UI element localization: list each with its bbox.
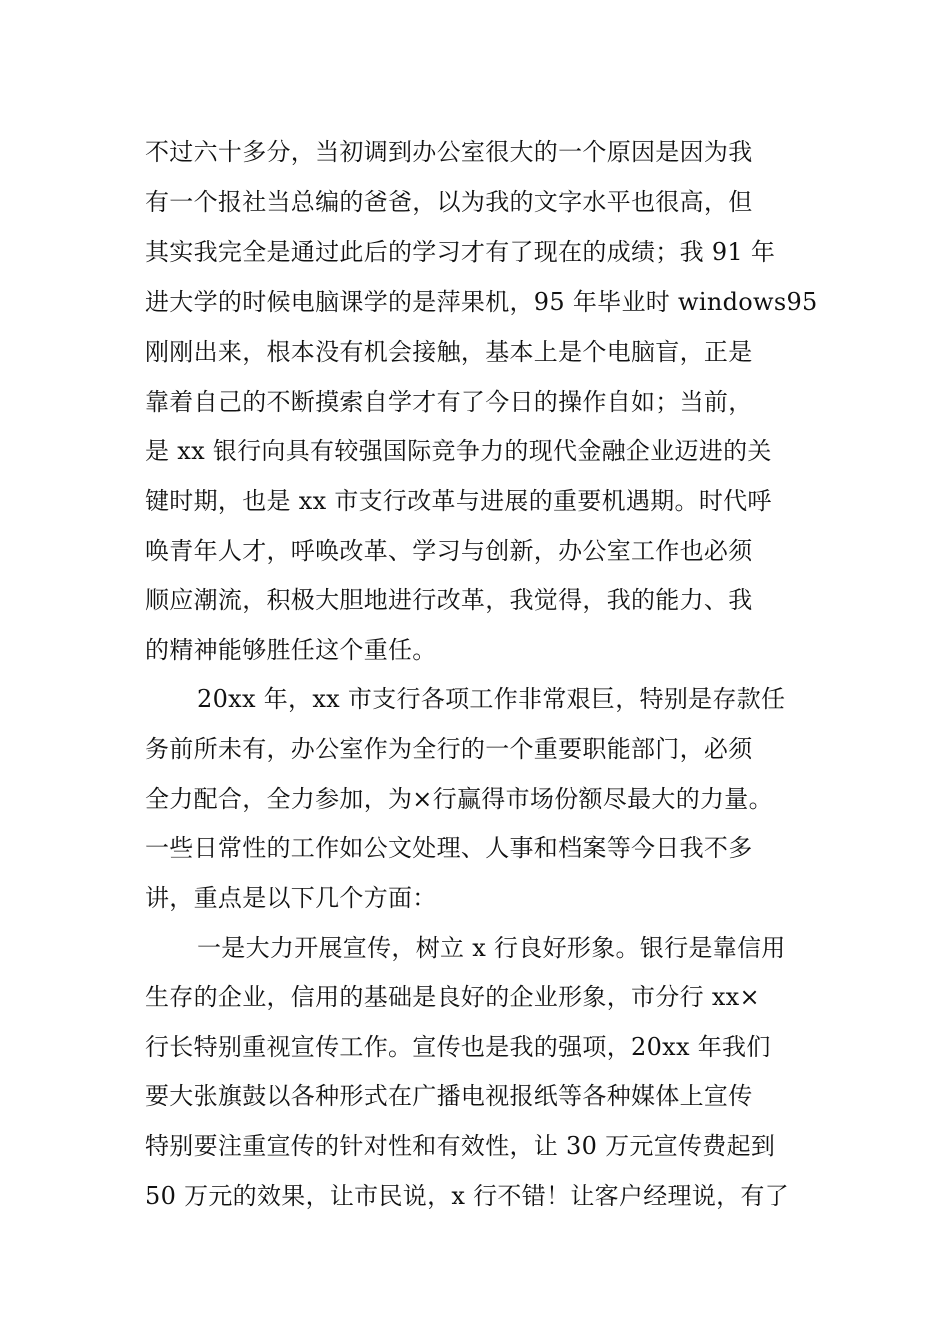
text-line-4: 进大学的时候电脑课学的是萍果机，95 年毕业时 windows95 — [145, 288, 818, 316]
text-line-11: 的精神能够胜任这个重任。 — [145, 636, 437, 664]
text-line-9: 唤青年人才，呼唤改革、学习与创新，办公室工作也必须 — [145, 537, 753, 565]
text-line-1: 不过六十多分，当初调到办公室很大的一个原因是因为我 — [145, 138, 753, 166]
text-line-3: 其实我完全是通过此后的学习才有了现在的成绩；我 91 年 — [145, 238, 776, 266]
text-line-5: 刚刚出来，根本没有机会接触，基本上是个电脑盲，正是 — [145, 338, 753, 366]
text-line-8: 键时期，也是 xx 市支行改革与进展的重要机遇期。时代呼 — [145, 487, 772, 515]
text-line-18: 生存的企业，信用的基础是良好的企业形象，市分行 xx× — [145, 983, 760, 1011]
text-line-13: 务前所未有，办公室作为全行的一个重要职能部门，必须 — [145, 735, 753, 763]
text-line-14: 全力配合，全力参加，为×行赢得市场份额尽最大的力量。 — [145, 785, 773, 813]
text-line-19: 行长特别重视宣传工作。宣传也是我的强项，20xx 年我们 — [145, 1033, 771, 1061]
text-line-15: 一些日常性的工作如公文处理、人事和档案等今日我不多 — [145, 834, 753, 862]
text-line-6: 靠着自己的不断摸索自学才有了今日的操作自如；当前， — [145, 388, 753, 416]
text-line-2: 有一个报社当总编的爸爸，以为我的文字水平也很高，但 — [145, 188, 753, 216]
text-line-7: 是 xx 银行向具有较强国际竞争力的现代金融企业迈进的关 — [145, 437, 772, 465]
text-line-22: 50 万元的效果，让市民说，x 行不错！让客户经理说，有了 — [145, 1182, 790, 1210]
text-line-16: 讲，重点是以下几个方面： — [145, 884, 437, 912]
text-line-20: 要大张旗鼓以各种形式在广播电视报纸等各种媒体上宣传 — [145, 1082, 753, 1110]
text-line-10: 顺应潮流，积极大胆地进行改革，我觉得，我的能力、我 — [145, 586, 753, 614]
paragraph-start-line-12: 20xx 年，xx 市支行各项工作非常艰巨，特别是存款任 — [197, 685, 786, 713]
text-line-21: 特别要注重宣传的针对性和有效性，让 30 万元宣传费起到 — [145, 1132, 776, 1160]
paragraph-start-line-17: 一是大力开展宣传，树立 x 行良好形象。银行是靠信用 — [197, 934, 786, 962]
